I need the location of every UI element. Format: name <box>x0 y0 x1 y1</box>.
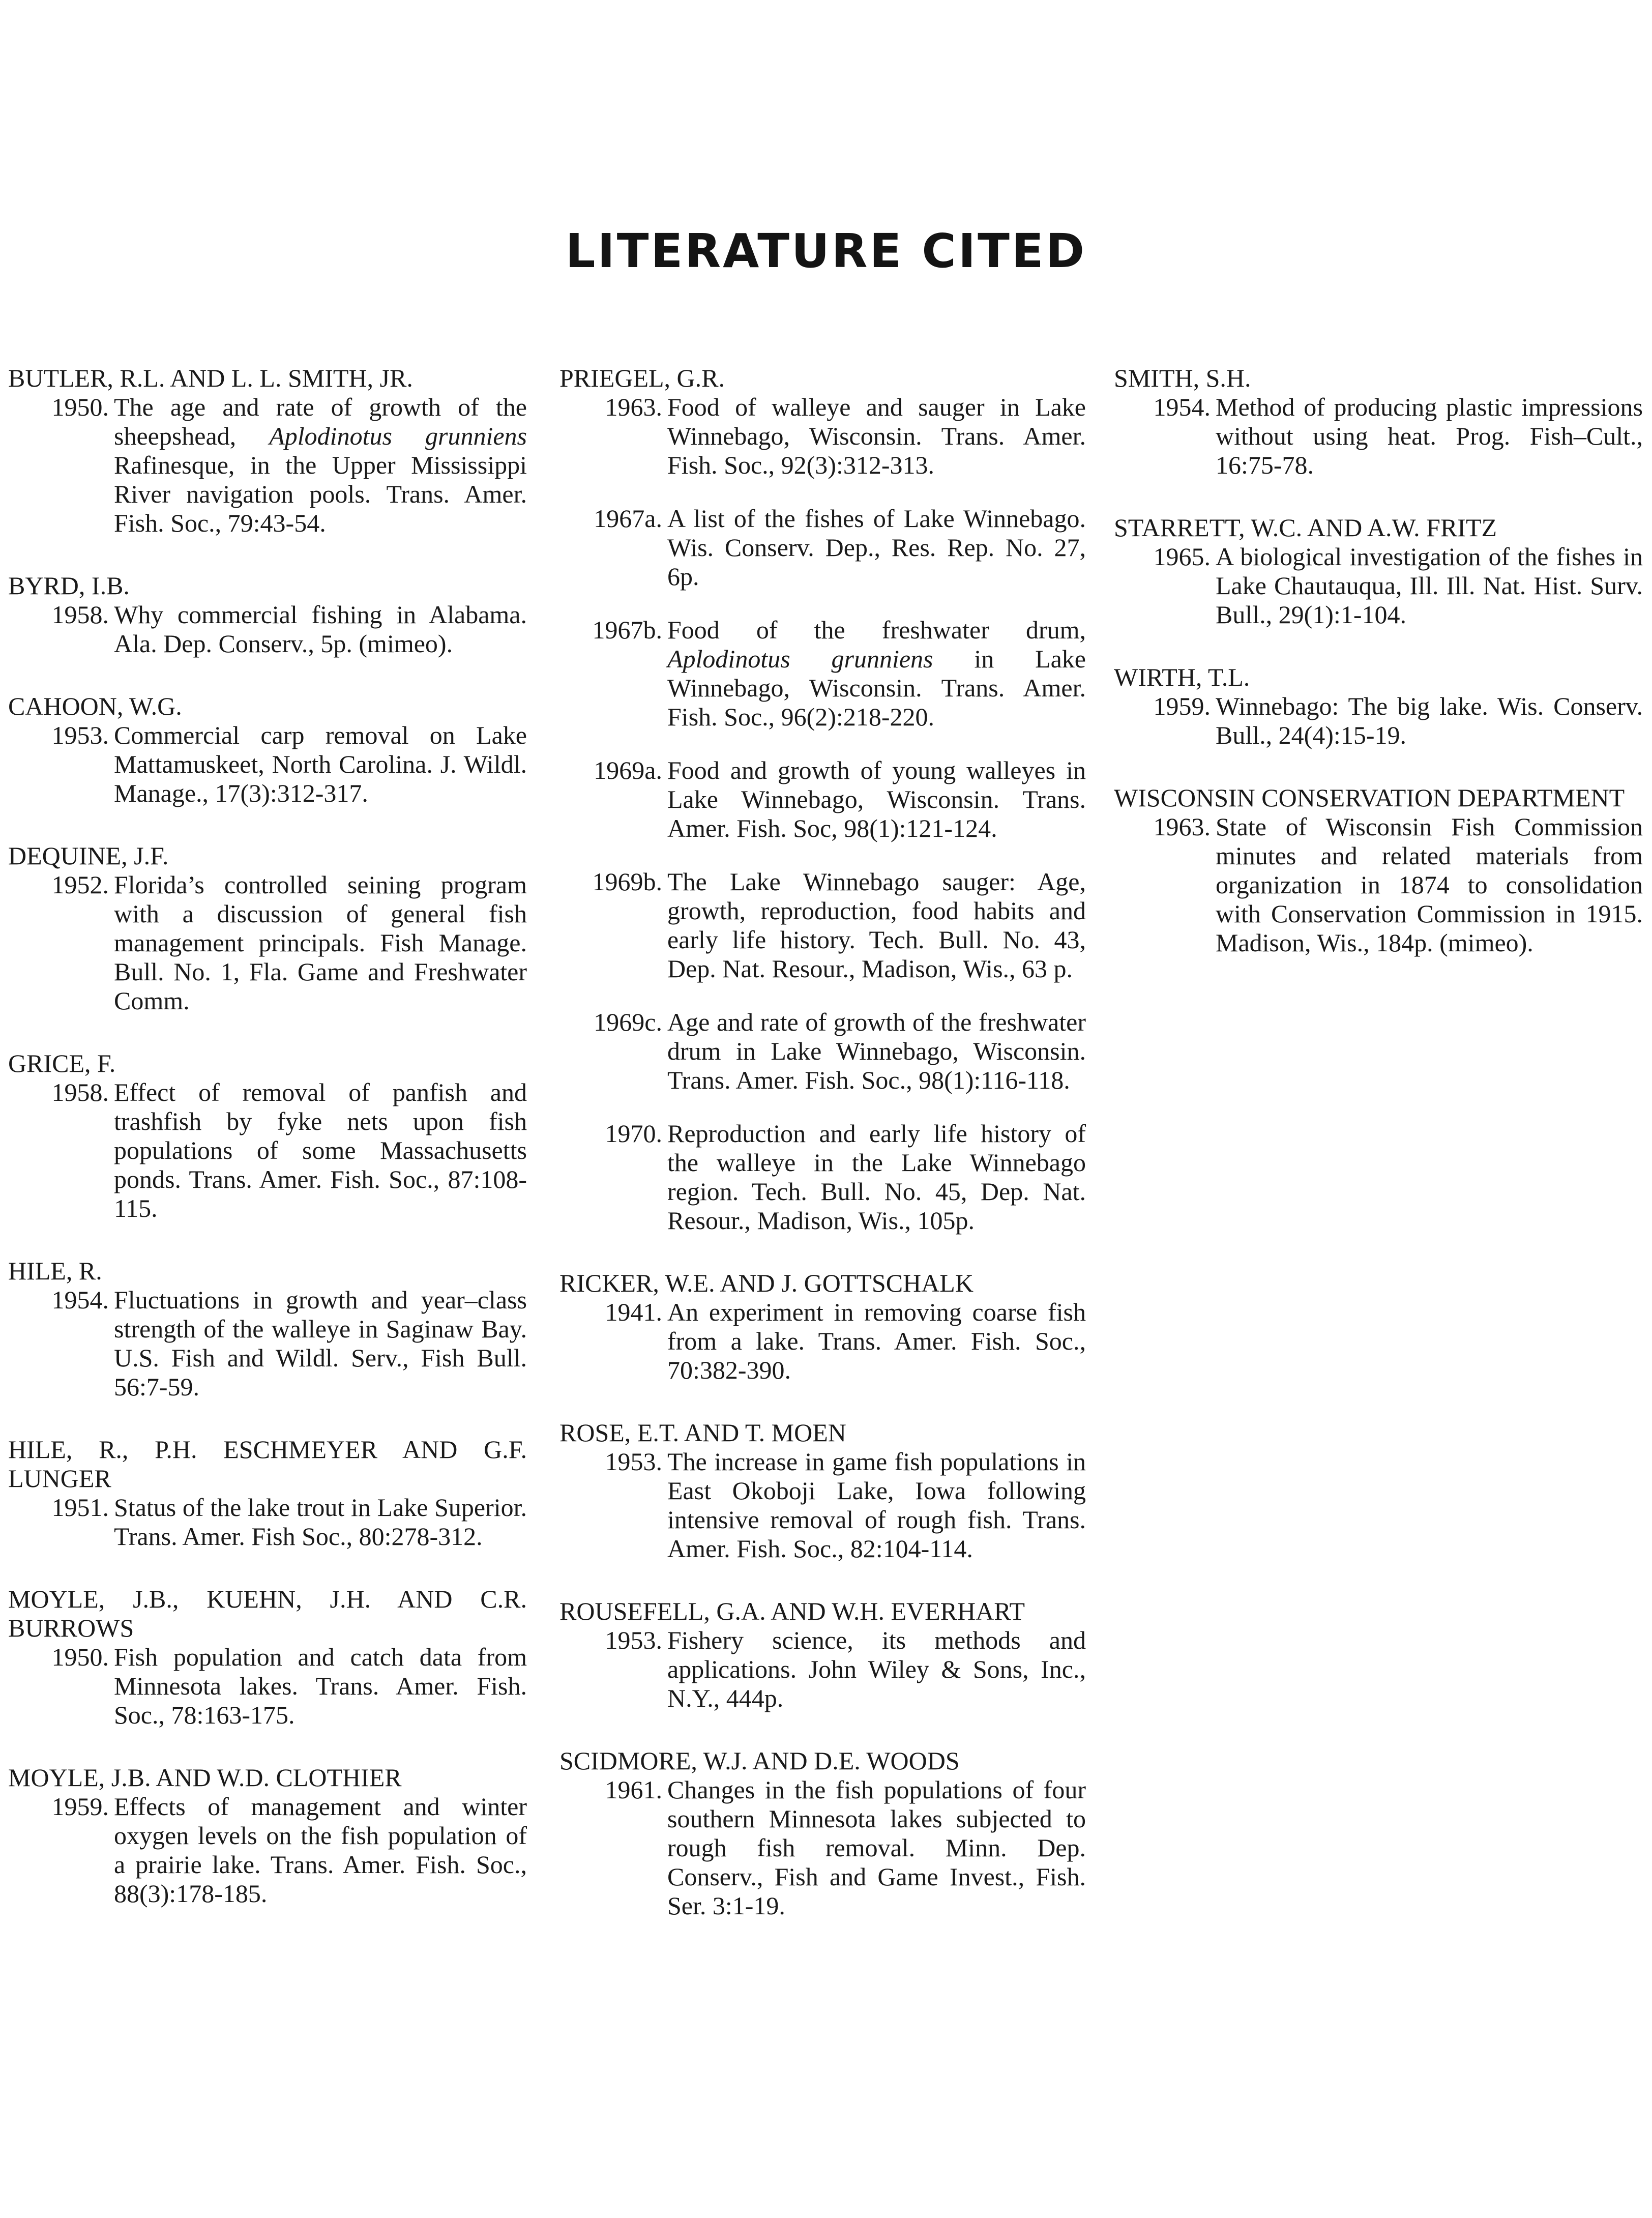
reference-text-part: The Lake Winnebago sauger: Age, growth, reproduction, food habits and early life history. Tech. Bull. No. 43, Dep. Nat. Resour., Madison, Wis., 63 p. <box>667 867 1086 983</box>
reference-author: SMITH, S.H. <box>1114 364 1251 392</box>
reference-text-part: Winnebago: The big lake. Wis. Conserv. Bull., 24(4):15-19. <box>1216 692 1643 749</box>
reference-text <box>1216 393 1643 480</box>
reference-text <box>114 393 527 538</box>
reference-author: DEQUINE, J.F. <box>8 841 169 870</box>
reference-text-part: Fishery science, its methods and applications. John Wiley & Sons, Inc., N.Y., 444p. <box>667 1626 1086 1712</box>
reference-text-part: An experiment in removing coarse fish from a lake. Trans. Amer. Fish. Soc., 70:382-390. <box>667 1298 1086 1384</box>
reference-year: 1950. <box>51 393 109 421</box>
reference-text-part: The age and rate of growth of the sheepshead, <box>114 393 527 450</box>
reference-item <box>8 1493 527 1551</box>
reference-year: 1965. <box>1153 542 1211 571</box>
reference-text-part: Fluctuations in growth and year–class strength of the walleye in Saginaw Bay. U.S. Fish and Wildl. Serv., Fish Bull. 56:7-59. <box>114 1286 527 1401</box>
reference-item <box>8 721 527 808</box>
reference-author: WISCONSIN CONSERVATION DEPARTMENT <box>1114 783 1625 812</box>
reference-text-part: Changes in the fish populations of four southern Minnesota lakes subjected to rough fish removal. Minn. Dep. Conserv., Fish and Game Invest., Fish. Ser. 3:1-19. <box>667 1775 1086 1920</box>
reference-text-part: The increase in game fish populations in East Okoboji Lake, Iowa following intensive removal of rough fish. Trans. Amer. Fish. Soc., 82:104-114. <box>667 1447 1086 1563</box>
reference-year: 1958. <box>51 1078 109 1106</box>
reference-text <box>667 1447 1086 1563</box>
reference-item <box>559 1626 1086 1713</box>
reference-year: 1941. <box>605 1298 662 1326</box>
reference-text <box>1216 692 1643 750</box>
reference-year: 1969b. <box>592 867 662 896</box>
reference-text-part: Food and growth of young walleyes in Lake Winnebago, Wisconsin. Trans. Amer. Fish. Soc, 98(1):121-124. <box>667 756 1086 842</box>
reference-text-part: Method of producing plastic impressions without using heat. Prog. Fish–Cult., 16:75-78. <box>1216 393 1643 479</box>
reference-author: PRIEGEL, G.R. <box>559 364 725 392</box>
reference-text <box>667 1775 1086 1920</box>
reference-year: 1959. <box>1153 692 1211 720</box>
reference-author: BUTLER, R.L. AND L. L. SMITH, JR. <box>8 364 413 392</box>
reference-text <box>114 721 527 808</box>
reference-text-part: Why commercial fishing in Alabama. Ala. Dep. Conserv., 5p. (mimeo). <box>114 600 527 658</box>
reference-year: 1954. <box>51 1286 109 1314</box>
reference-text-part: Commercial carp removal on Lake Mattamuskeet, North Carolina. J. Wildl. Manage., 17(3):312-317. <box>114 721 527 807</box>
reference-item <box>559 616 1086 732</box>
reference-entry <box>559 1746 1086 1920</box>
reference-year: 1963. <box>605 393 662 421</box>
reference-text-part: Rafinesque, in the Upper Mississippi River navigation pools. Trans. Amer. Fish. Soc., 79:43-54. <box>114 451 527 537</box>
reference-year: 1953. <box>605 1447 662 1476</box>
species-name: Aplodinotus grunniens <box>269 422 527 450</box>
reference-author: SCIDMORE, W.J. AND D.E. WOODS <box>559 1746 960 1775</box>
reference-text-part: Food of walleye and sauger in Lake Winnebago, Wisconsin. Trans. Amer. Fish. Soc., 92(3):312-313. <box>667 393 1086 479</box>
reference-text-part: Reproduction and early life history of the walleye in the Lake Winnebago region. Tech. Bull. No. 45, Dep. Nat. Resour., Madison, Wis., 105p. <box>667 1119 1086 1235</box>
reference-entry <box>1114 513 1643 629</box>
reference-text <box>114 1643 527 1730</box>
reference-item <box>559 1119 1086 1235</box>
reference-text <box>114 1493 527 1551</box>
reference-year: 1950. <box>51 1643 109 1671</box>
reference-year: 1953. <box>605 1626 662 1654</box>
reference-year: 1969a. <box>594 756 662 784</box>
reference-entry <box>8 1049 527 1223</box>
reference-item <box>559 756 1086 843</box>
reference-entry <box>8 1435 527 1551</box>
reference-author: CAHOON, W.G. <box>8 692 182 720</box>
reference-entry <box>8 571 527 658</box>
reference-item <box>8 1286 527 1402</box>
reference-year: 1969c. <box>594 1008 662 1036</box>
page-title: LITERATURE CITED <box>565 224 1087 278</box>
reference-item <box>559 504 1086 591</box>
reference-entry <box>8 1257 527 1402</box>
reference-text <box>1216 812 1643 957</box>
reference-entry <box>8 1585 527 1730</box>
reference-text <box>114 1792 527 1908</box>
reference-author: BYRD, I.B. <box>8 571 130 600</box>
reference-text <box>114 1078 527 1223</box>
reference-entry <box>559 1597 1086 1713</box>
species-name: Aplodinotus grunniens <box>667 645 933 673</box>
reference-author: ROUSEFELL, G.A. AND W.H. EVERHART <box>559 1597 1025 1625</box>
reference-text <box>667 756 1086 843</box>
reference-year: 1951. <box>51 1493 109 1522</box>
reference-item <box>8 393 527 538</box>
reference-author: WIRTH, T.L. <box>1114 663 1250 691</box>
reference-item <box>559 1775 1086 1920</box>
reference-entry <box>8 692 527 808</box>
reference-item <box>8 1078 527 1223</box>
reference-year: 1959. <box>51 1792 109 1821</box>
reference-text-part: in Lake Winnebago, Wisconsin. Trans. Amer. Fish. Soc., 96(2):218-220. <box>667 645 1086 731</box>
reference-text <box>667 393 1086 480</box>
references-column-3 <box>1114 364 1643 991</box>
reference-text <box>114 1286 527 1402</box>
references-column-2 <box>559 364 1086 1954</box>
reference-author: MOYLE, J.B. AND W.D. CLOTHIER <box>8 1763 402 1792</box>
reference-year: 1963. <box>1153 812 1211 841</box>
reference-entry <box>8 364 527 538</box>
reference-item <box>1114 542 1643 629</box>
reference-text <box>667 504 1086 591</box>
reference-text-part: A biological investigation of the fishes in Lake Chautauqua, Ill. Ill. Nat. Hist. Surv. Bull., 29(1):1-104. <box>1216 542 1643 629</box>
reference-year: 1958. <box>51 600 109 629</box>
reference-author: MOYLE, J.B., KUEHN, J.H. AND C.R. BURROWS <box>8 1585 527 1642</box>
reference-item <box>559 393 1086 480</box>
reference-item <box>559 1447 1086 1563</box>
reference-entry <box>1114 663 1643 750</box>
reference-entry <box>1114 783 1643 957</box>
reference-item <box>1114 812 1643 957</box>
reference-author: ROSE, E.T. AND T. MOEN <box>559 1418 846 1447</box>
reference-entry <box>559 1269 1086 1385</box>
reference-author: HILE, R. <box>8 1257 102 1285</box>
reference-entry <box>559 364 1086 1235</box>
reference-text-part: Age and rate of growth of the freshwater drum in Lake Winnebago, Wisconsin. Trans. Amer. Fish. Soc., 98(1):116-118. <box>667 1008 1086 1094</box>
reference-author: GRICE, F. <box>8 1049 116 1077</box>
reference-text-part: Food of the freshwater drum, <box>667 616 1086 644</box>
reference-text <box>667 1626 1086 1713</box>
reference-year: 1967a. <box>594 504 662 533</box>
reference-text <box>667 867 1086 983</box>
reference-text <box>667 616 1086 732</box>
reference-author: STARRETT, W.C. AND A.W. FRITZ <box>1114 513 1497 542</box>
reference-item <box>8 1643 527 1730</box>
references-column-1 <box>8 364 527 1942</box>
reference-year: 1954. <box>1153 393 1211 421</box>
reference-item <box>559 1008 1086 1095</box>
reference-entry <box>8 841 527 1015</box>
reference-item <box>8 600 527 658</box>
reference-year: 1967b. <box>592 616 662 644</box>
reference-text <box>667 1119 1086 1235</box>
reference-text-part: Fish population and catch data from Minnesota lakes. Trans. Amer. Fish. Soc., 78:163-175. <box>114 1643 527 1729</box>
reference-text-part: Effects of management and winter oxygen levels on the fish population of a prairie lake. Trans. Amer. Fish. Soc., 88(3):178-185. <box>114 1792 527 1908</box>
reference-item <box>1114 393 1643 480</box>
reference-item <box>8 1792 527 1908</box>
reference-text-part: Status of the lake trout in Lake Superior. Trans. Amer. Fish Soc., 80:278-312. <box>114 1493 527 1551</box>
reference-text-part: Effect of removal of panfish and trashfish by fyke nets upon fish populations of some Massachusetts ponds. Trans. Amer. Fish. Soc., 87:108-115. <box>114 1078 527 1222</box>
reference-text <box>114 870 527 1015</box>
reference-item <box>559 867 1086 983</box>
reference-author: HILE, R., P.H. ESCHMEYER AND G.F. LUNGER <box>8 1435 527 1493</box>
reference-text <box>667 1008 1086 1095</box>
reference-year: 1970. <box>605 1119 662 1148</box>
reference-author: RICKER, W.E. AND J. GOTTSCHALK <box>559 1269 973 1297</box>
reference-item <box>8 870 527 1015</box>
reference-year: 1961. <box>605 1775 662 1804</box>
reference-item <box>1114 692 1643 750</box>
reference-text <box>114 600 527 658</box>
reference-entry <box>559 1418 1086 1563</box>
reference-text <box>1216 542 1643 629</box>
reference-year: 1952. <box>51 870 109 899</box>
reference-text-part: State of Wisconsin Fish Commission minutes and related materials from organization in 1874 to consolidation with Conservation Commission in 1915. Madison, Wis., 184p. (mimeo). <box>1216 812 1643 957</box>
reference-year: 1953. <box>51 721 109 749</box>
reference-text-part: Florida’s controlled seining program with a discussion of general fish management principals. Fish Manage. Bull. No. 1, Fla. Game and Freshwater Comm. <box>114 870 527 1015</box>
reference-text <box>667 1298 1086 1385</box>
reference-text-part: A list of the fishes of Lake Winnebago. Wis. Conserv. Dep., Res. Rep. No. 27, 6p. <box>667 504 1086 591</box>
reference-entry <box>8 1763 527 1908</box>
reference-item <box>559 1298 1086 1385</box>
reference-entry <box>1114 364 1643 480</box>
